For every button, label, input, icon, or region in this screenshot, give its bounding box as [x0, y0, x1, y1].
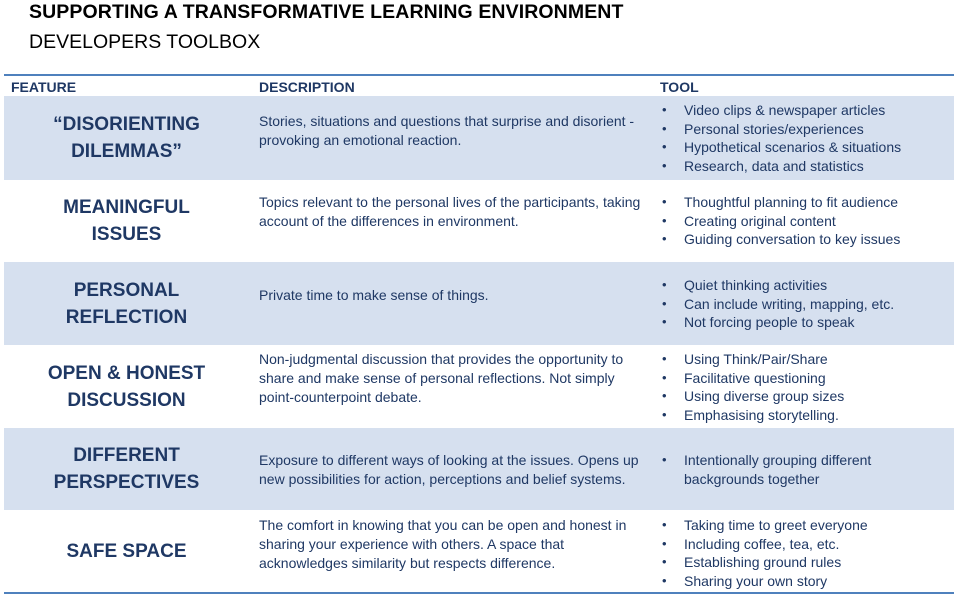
- list-item: • Facilitative questioning: [662, 369, 826, 386]
- bullet-icon: •: [662, 277, 667, 292]
- bullet-icon: •: [662, 388, 667, 404]
- table-bottom-rule: [4, 592, 954, 594]
- list-item: • Emphasising storytelling.: [662, 406, 839, 423]
- list-item: • Video clips & newspaper articles: [662, 102, 886, 118]
- bullet-icon: •: [662, 295, 667, 311]
- list-item: • Using Think/Pair/Share: [662, 351, 828, 367]
- description-cell: Non-judgmental discussion that provides the opportunity to share and make sense of personal reflections. Not simply point-counterpoint debate.: [259, 351, 624, 405]
- bullet-icon: •: [662, 157, 667, 173]
- list-item: • Sharing your own story: [662, 572, 828, 589]
- list-item: • Creating original content: [662, 212, 836, 229]
- feature-cell: PERSONAL REFLECTION: [65, 279, 188, 328]
- bullet-icon: •: [662, 554, 667, 570]
- table-row: [4, 180, 954, 262]
- feature-cell: “DISORIENTING DILEMMAS”: [53, 114, 200, 162]
- bullet-icon: •: [662, 194, 667, 209]
- bullet-icon: •: [662, 535, 667, 551]
- list-item: • Using diverse group sizes: [662, 388, 845, 405]
- list-item: • Can include writing, mapping, etc.: [662, 295, 895, 312]
- list-item: • Research, data and statistics: [662, 157, 864, 174]
- tool-list: [660, 350, 950, 424]
- bullet-icon: •: [662, 120, 667, 136]
- bullet-icon: •: [662, 212, 667, 228]
- header-description: DESCRIPTION: [259, 79, 355, 95]
- feature-cell: DIFFERENT PERSPECTIVES: [53, 445, 200, 493]
- description-cell: The comfort in knowing that you can be open and honest in sharing your experience with others. A space that acknowledges similarity but respects difference.: [259, 517, 627, 571]
- list-item: • Personal stories/experiences: [662, 120, 864, 137]
- bullet-icon: •: [662, 406, 667, 422]
- list-item: • Hypothetical scenarios & situations: [662, 139, 902, 156]
- list-item: • Taking time to greet everyone: [662, 517, 868, 533]
- list-item: • Including coffee, tea, etc.: [662, 535, 840, 552]
- table-row: [4, 262, 954, 345]
- feature-cell: OPEN & HONEST DISCUSSION: [47, 362, 206, 411]
- list-item: • Guiding conversation to key issues: [662, 231, 901, 248]
- page-subtitle: DEVELOPERS TOOLBOX: [29, 31, 261, 53]
- page-title: SUPPORTING A TRANSFORMATIVE LEARNING ENVIRONMENT: [29, 1, 624, 23]
- table-row: [4, 345, 954, 428]
- description-cell: Topics relevant to the personal lives of the participants, taking account of the differences in environment.: [259, 194, 641, 229]
- header-feature: FEATURE: [11, 79, 77, 95]
- bullet-icon: •: [662, 102, 667, 117]
- header-tool: TOOL: [660, 79, 699, 95]
- tool-list: [660, 516, 950, 590]
- description-cell: Stories, situations and questions that surprise and disorient - provoking an emotional reaction.: [259, 113, 635, 148]
- table-row: [4, 510, 954, 592]
- bullet-icon: •: [662, 369, 667, 385]
- description-cell: Exposure to different ways of looking at the issues. Opens up new possibilities for action, perceptions and belief systems.: [259, 452, 639, 487]
- list-item: • Establishing ground rules: [662, 554, 842, 571]
- bullet-icon: •: [662, 452, 667, 467]
- list-item: • Quiet thinking activities: [662, 277, 828, 293]
- bullet-icon: •: [662, 517, 667, 532]
- bullet-icon: •: [662, 139, 667, 155]
- list-item: • Thoughtful planning to fit audience: [662, 194, 899, 210]
- table-row: [4, 96, 954, 180]
- tool-list: [660, 193, 950, 249]
- description-cell: Private time to make sense of things.: [259, 287, 489, 303]
- tool-list: [660, 276, 950, 332]
- table-row: [4, 428, 954, 510]
- table-header: [4, 76, 954, 96]
- tool-list: [660, 451, 900, 488]
- list-item: • Not forcing people to speak: [662, 314, 855, 331]
- bullet-icon: •: [662, 231, 667, 247]
- bullet-icon: •: [662, 314, 667, 330]
- list-item: • Intentionally grouping different backgrounds together: [662, 452, 872, 487]
- feature-cell: SAFE SPACE: [66, 540, 187, 562]
- bullet-icon: •: [662, 572, 667, 588]
- tool-list: [660, 101, 950, 175]
- bullet-icon: •: [662, 351, 667, 366]
- feature-cell: MEANINGFUL ISSUES: [63, 197, 190, 245]
